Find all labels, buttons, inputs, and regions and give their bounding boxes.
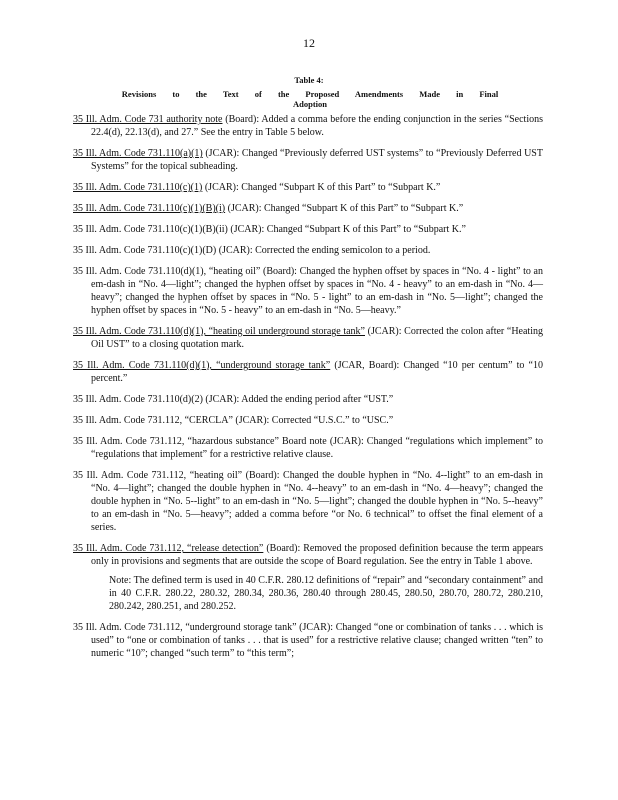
entry-citation: 35 Ill. Adm. Code 731.110(c)(1) xyxy=(73,182,203,193)
entry-citation: 35 Ill. Adm. Code 731.112, “hazardous substance” xyxy=(73,436,279,447)
revision-entry xyxy=(73,393,543,406)
revision-list xyxy=(73,113,543,668)
revision-entry xyxy=(73,202,543,215)
revision-entry xyxy=(73,181,543,194)
entry-text: (JCAR): Added the ending period after “UST.” xyxy=(202,394,394,405)
entry-text: (JCAR, Board): Changed “10 per centum” to “10 percent.” xyxy=(91,360,543,384)
entry-text: (Board): Added a comma before the ending conjunction in the series “Sections 22.4(d), 22.13(d), and 27.” See the entry in Table 5 below. xyxy=(91,114,543,138)
entry-text: (JCAR): Corrected “U.S.C.” to “USC.” xyxy=(232,415,394,426)
entry-citation: 35 Ill. Adm. Code 731.110(d)(2) xyxy=(73,394,203,405)
entry-note: Note: The defined term is used in 40 C.F.R. 280.12 definitions of “repair” and “secondary containment” and in 40 C.F.R. 280.22, 280.32, 280.34, 280.36, 280.40 through 280.45, 280.50, 280.70, 280.72, 280.210, 280.242, 280.251, and 280.252. xyxy=(109,575,543,612)
table-title: Table 4: xyxy=(294,75,324,85)
entry-text: (JCAR): Changed “Subpart K of this Part” to “Subpart K.” xyxy=(202,182,441,193)
entry-citation: 35 Ill. Adm. Code 731.112, “release detection” xyxy=(73,543,264,554)
entry-text: Board note (JCAR): Changed “regulations which implement” to “regulations that implement” for a restrictive relative clause. xyxy=(91,436,544,460)
entry-text: (JCAR): Changed “Previously deferred UST systems” to “Previously Deferred UST Systems” for the topical subheading. xyxy=(91,148,543,172)
revision-entry xyxy=(73,147,543,173)
revision-entry xyxy=(73,435,543,461)
revision-entry xyxy=(73,244,543,257)
revision-entry xyxy=(73,542,543,613)
revision-entry xyxy=(73,414,543,427)
entry-citation: 35 Ill. Adm. Code 731.110(c)(1)(B)(ii) xyxy=(73,224,228,235)
entry-text: (JCAR): Corrected the colon after “Heating Oil UST” to a closing quotation mark. xyxy=(91,326,543,350)
entry-citation: 35 Ill. Adm. Code 731.112, “CERCLA” xyxy=(73,415,233,426)
entry-citation: 35 Ill. Adm. Code 731.110(a)(1) xyxy=(73,148,203,159)
entry-citation: 35 Ill. Adm. Code 731 authority note xyxy=(73,114,223,125)
entry-citation: 35 Ill. Adm. Code 731.110(d)(1), “heating oil” xyxy=(73,266,261,277)
revision-entry xyxy=(73,325,543,351)
revision-entry xyxy=(73,621,543,660)
entry-text: (Board): Removed the proposed definition because the term appears only in provisions and segments that are outside the scope of Board regulation. See the entry in Table 1 above. xyxy=(91,543,544,567)
entry-text: (JCAR): Changed “Subpart K of this Part” to “Subpart K.” xyxy=(225,203,464,214)
entry-citation: 35 Ill. Adm. Code 731.112, “underground storage tank” xyxy=(73,622,297,633)
revision-entry xyxy=(73,469,543,534)
entry-citation: 35 Ill. Adm. Code 731.110(d)(1), “heating oil underground storage tank” xyxy=(73,326,365,337)
entry-citation: 35 Ill. Adm. Code 731.110(c)(1)(D) xyxy=(73,245,217,256)
entry-text: (Board): Changed the double hyphen in “No. 4--light” to an em-dash in “No. 4—light”; changed the double hyphen in “No. 4--heavy” to an em-dash in “No. 4—heavy”; changed the double hyphen in “No. 5--light” to an em-dash in “No. 5—light”; changed the double hyphen in “No. 5--heavy” to an em-dash in “No. 5—heavy”; added a comma before “or No. 6 technical” to offset the final element of a series. xyxy=(91,470,543,533)
revision-entry xyxy=(73,359,543,385)
entry-text: (JCAR): Changed “one or combination of tanks . . . which is used” to “one or combination of tanks . . . that is used” for a restrictive relative clause; changed written “ten” to numeric “10”; changed “such term” to “this term”; xyxy=(91,622,543,659)
entry-citation: 35 Ill. Adm. Code 731.112, “heating oil” xyxy=(73,470,243,481)
table-subtitle: Revisions to the Text of the Proposed Amendments Made in Final Adoption xyxy=(121,89,499,109)
entry-citation: 35 Ill. Adm. Code 731.110(c)(1)(B)(i) xyxy=(73,203,226,214)
revision-entry xyxy=(73,113,543,139)
entry-text: (Board): Changed the hyphen offset by spaces in “No. 4 - light” to an em-dash in “No. 4—light”; changed the hyphen offset by spaces in “No. 4 - heavy” to an em-dash in “No. 4—heavy”; changed the hyphen offset by spaces in “No. 5 - light” to an em-dash in “No. 5—light”; changed the hyphen offset by spaces in “No. 5 - heavy” to an em-dash in “No. 5—heavy.” xyxy=(91,266,543,316)
revision-entry xyxy=(73,265,543,317)
entry-citation: 35 Ill. Adm. Code 731.110(d)(1), “underground storage tank” xyxy=(73,360,331,371)
page-number: 12 xyxy=(303,36,315,50)
revision-entry xyxy=(73,223,543,236)
entry-text: (JCAR): Changed “Subpart K of this Part” to “Subpart K.” xyxy=(227,224,466,235)
entry-text: (JCAR): Corrected the ending semicolon to a period. xyxy=(216,245,431,256)
